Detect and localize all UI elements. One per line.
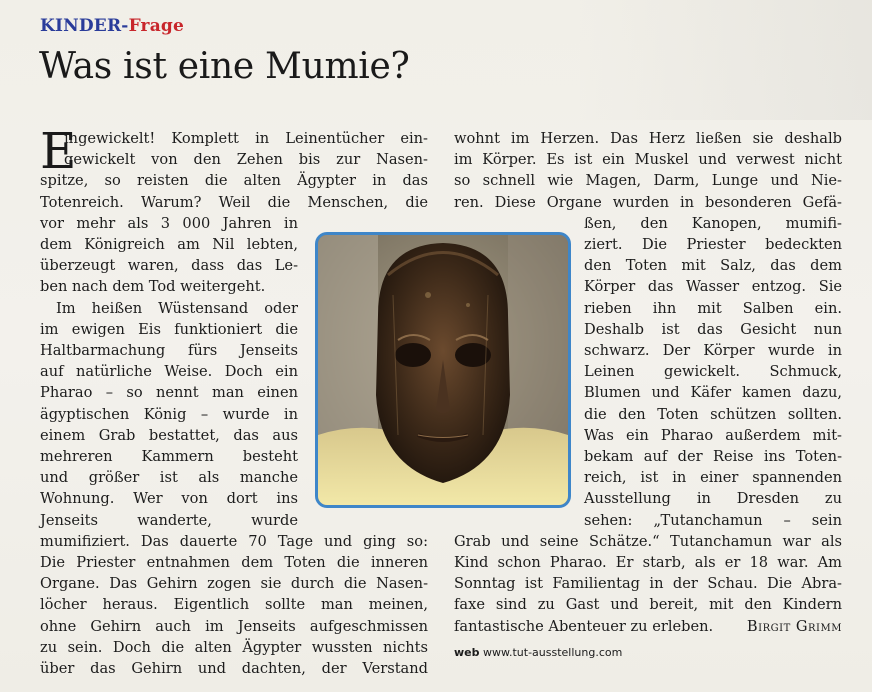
text-line: zu sein. Doch die alten Ägypter wussten nichts (40, 638, 428, 656)
text-line: mumifiziert. Das dauerte 70 Tage und ging so: (40, 532, 428, 550)
web-reference (454, 646, 622, 659)
text-line: ziert. Die Priester bedeckten (584, 236, 842, 254)
text-line: Kind schon Pharao. Er starb, als er 18 war. Am (454, 554, 842, 572)
text-line: Jenseits wanderte, wurde (40, 511, 298, 529)
web-label: web (454, 646, 480, 659)
text-line: Im heißen Wüstensand oder (56, 299, 298, 317)
headline: Was ist eine Mumie? (39, 46, 410, 87)
text-line: ren. Diese Organe wurden in besonderen Gefä- (454, 193, 842, 211)
text-line: so schnell wie Magen, Darm, Lunge und Nie- (454, 172, 842, 190)
bleed-through-shadow (572, 0, 872, 120)
text-line: Haltbarmachung fürs Jenseits (40, 342, 298, 360)
text-line: ohne Gehirn auch im Jenseits aufgeschmissen (40, 617, 428, 635)
text-line: auf natürliche Weise. Doch ein (40, 363, 298, 381)
text-line: die den Toten schützen sollten. (584, 405, 842, 423)
text-line: dem Königreich am Nil lebten, (40, 236, 298, 254)
text-line: Was ein Pharao außerdem mit- (584, 426, 842, 444)
kicker-frage: Frage (128, 16, 185, 36)
web-url[interactable]: www.tut-ausstellung.com (483, 646, 623, 659)
text-line: im Körper. Es ist ein Muskel und verwest nicht (454, 151, 842, 169)
text-line: den Toten mit Salz, das dem (584, 257, 842, 275)
text-line: Deshalb ist das Gesicht nun (584, 320, 842, 338)
text-line: Pharao – so nennt man einen (40, 384, 298, 402)
text-line: und größer ist als manche (40, 469, 298, 487)
byline: Birgit Grimm (746, 617, 842, 635)
text-line: Blumen und Käfer kamen dazu, (584, 384, 842, 402)
kicker-kinder: KINDER- (40, 16, 129, 36)
text-line: Totenreich. Warum? Weil die Menschen, die (40, 193, 428, 211)
text-line: gewickelt von den Zehen bis zur Nasen- (64, 151, 428, 169)
text-line: Sonntag ist Familientag in der Schau. Die Abra- (454, 575, 842, 593)
text-line: Körper das Wasser entzog. Sie (584, 278, 842, 296)
text-line: ßen, den Kanopen, mumifi- (584, 214, 842, 232)
text-line: reich, ist in einer spannenden (584, 469, 842, 487)
mummy-mask-image (318, 235, 568, 505)
text-line: Organe. Das Gehirn zogen sie durch die Nasen- (40, 575, 428, 593)
text-line: ingewickelt! Komplett in Leinentücher ein- (64, 130, 428, 147)
text-line: vor mehr als 3 000 Jahren in (40, 214, 298, 232)
text-line: einem Grab bestattet, das aus (40, 426, 298, 444)
text-line: sehen: „Tutanchamun – sein (584, 511, 842, 529)
text-line: über das Gehirn und dachten, der Verstand (40, 660, 428, 678)
text-line: spitze, so reisten die alten Ägypter in das (40, 172, 428, 190)
text-line: überzeugt waren, dass das Le- (40, 257, 298, 275)
text-line: rieben ihn mit Salben ein. (584, 299, 842, 317)
drop-cap: E (40, 122, 77, 180)
text-line: ägyptischen König – wurde in (40, 405, 298, 423)
text-line: Leinen gewickelt. Schmuck, (584, 363, 842, 381)
text-line: mehreren Kammern besteht (40, 448, 298, 466)
text-line: ben nach dem Tod weitergeht. (40, 278, 266, 296)
text-line (454, 616, 842, 637)
text-line: Ausstellung in Dresden zu (584, 490, 842, 508)
text-line: im ewigen Eis funktioniert die (40, 320, 298, 338)
text-line: wohnt im Herzen. Das Herz ließen sie deshalb (454, 130, 842, 147)
text-line: faxe sind zu Gast und bereit, mit den Kindern (454, 596, 842, 614)
text-line: bekam auf der Reise ins Toten- (584, 448, 842, 466)
section-kicker (40, 16, 184, 36)
text-line: Grab und seine Schätze.“ Tutanchamun war als (454, 532, 842, 550)
text-line: löcher heraus. Eigentlich sollte man meinen, (40, 596, 428, 614)
text-line: schwarz. Der Körper wurde in (584, 342, 842, 360)
text-line: Die Priester entnahmen dem Toten die inneren (40, 554, 428, 572)
text-line-final: fantastische Abenteuer zu erleben. (454, 617, 714, 635)
text-line: Wohnung. Wer von dort ins (40, 490, 298, 508)
mummy-photo (315, 232, 571, 508)
